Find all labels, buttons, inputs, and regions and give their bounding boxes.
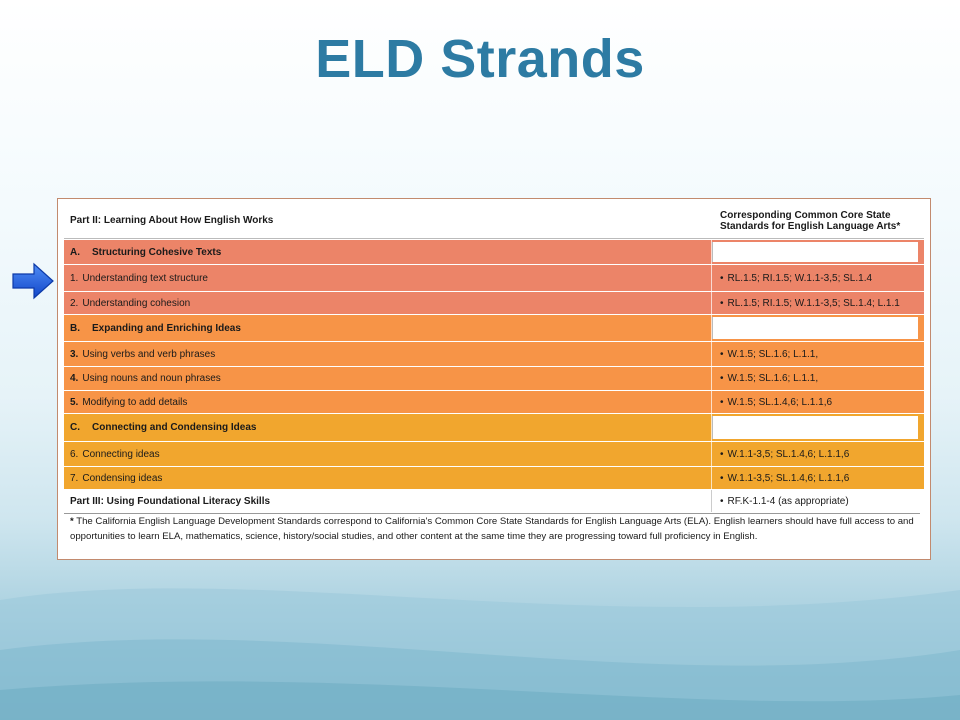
table-header-row bbox=[64, 203, 924, 239]
item-number: 3. bbox=[70, 348, 79, 360]
table-footnote bbox=[64, 513, 920, 544]
arrow-right-icon bbox=[12, 262, 54, 300]
item-number: 1. bbox=[70, 272, 79, 284]
part3-row bbox=[64, 490, 924, 512]
bullet: • bbox=[720, 396, 724, 408]
section-row-a bbox=[64, 240, 924, 264]
table-row bbox=[64, 391, 924, 413]
part3-standards: RF.K-1.1-4 (as appropriate) bbox=[727, 495, 849, 507]
item-number: 6. bbox=[70, 448, 79, 460]
table-row bbox=[64, 467, 924, 489]
bullet: • bbox=[720, 272, 724, 284]
item-standards: W.1.5; SL.1.6; L.1.1, bbox=[727, 373, 819, 384]
table-row bbox=[64, 292, 924, 314]
bullet: • bbox=[720, 297, 724, 309]
section-label: Expanding and Enriching Ideas bbox=[92, 322, 241, 334]
item-standards: W.1.5; SL.1.6; L.1.1, bbox=[727, 348, 819, 360]
table-row bbox=[64, 367, 924, 390]
eld-standards-table bbox=[57, 198, 931, 560]
section-letter: C. bbox=[70, 422, 80, 433]
item-label: Connecting ideas bbox=[82, 448, 160, 460]
item-label: Using nouns and noun phrases bbox=[82, 373, 221, 384]
item-standards: W.1.1-3,5; SL.1.4,6; L.1.1,6 bbox=[727, 472, 850, 484]
item-standards: W.1.5; SL.1.4,6; L.1.1,6 bbox=[727, 396, 833, 408]
section-label: Structuring Cohesive Texts bbox=[92, 246, 222, 258]
slide-title: ELD Strands bbox=[315, 29, 645, 89]
bullet: • bbox=[720, 448, 724, 460]
item-number: 5. bbox=[70, 396, 79, 408]
header-part2-label: Part II: Learning About How English Works bbox=[64, 203, 712, 238]
item-label: Modifying to add details bbox=[82, 396, 188, 408]
bullet: • bbox=[720, 472, 724, 484]
table-row bbox=[64, 442, 924, 466]
section-row-b bbox=[64, 315, 924, 341]
bullet: • bbox=[720, 495, 724, 507]
item-standards: RL.1.5; RI.1.5; W.1.1-3,5; SL.1.4; L.1.1 bbox=[727, 297, 900, 309]
footnote-text: The California English Language Development Standards correspond to California's Common Core State Standards for English Language Arts (ELA). English learners should have full access to and opportunities to learn ELA, mathematics, science, history/social studies, and other content at the same time they are progressing toward full proficiency in English. bbox=[70, 516, 914, 542]
bullet: • bbox=[720, 348, 724, 360]
item-number: 4. bbox=[70, 373, 79, 384]
item-number: 2. bbox=[70, 297, 79, 309]
footnote-star: * bbox=[70, 516, 74, 527]
item-label: Using verbs and verb phrases bbox=[82, 348, 216, 360]
item-label: Understanding cohesion bbox=[82, 297, 191, 309]
bullet: • bbox=[720, 373, 724, 384]
item-label: Understanding text structure bbox=[82, 272, 208, 284]
section-letter: A. bbox=[70, 246, 80, 258]
part3-label: Part III: Using Foundational Literacy Skills bbox=[64, 490, 712, 512]
section-label: Connecting and Condensing Ideas bbox=[92, 422, 257, 433]
header-ccss-label: Corresponding Common Core State Standards for English Language Arts* bbox=[720, 209, 901, 232]
item-label: Condensing ideas bbox=[82, 472, 163, 484]
table-row bbox=[64, 342, 924, 366]
item-standards: RL.1.5; RI.1.5; W.1.1-3,5; SL.1.4 bbox=[727, 272, 873, 284]
section-row-c bbox=[64, 414, 924, 441]
section-letter: B. bbox=[70, 322, 80, 334]
table-row bbox=[64, 265, 924, 291]
item-number: 7. bbox=[70, 472, 79, 484]
item-standards: W.1.1-3,5; SL.1.4,6; L.1.1,6 bbox=[727, 448, 850, 460]
